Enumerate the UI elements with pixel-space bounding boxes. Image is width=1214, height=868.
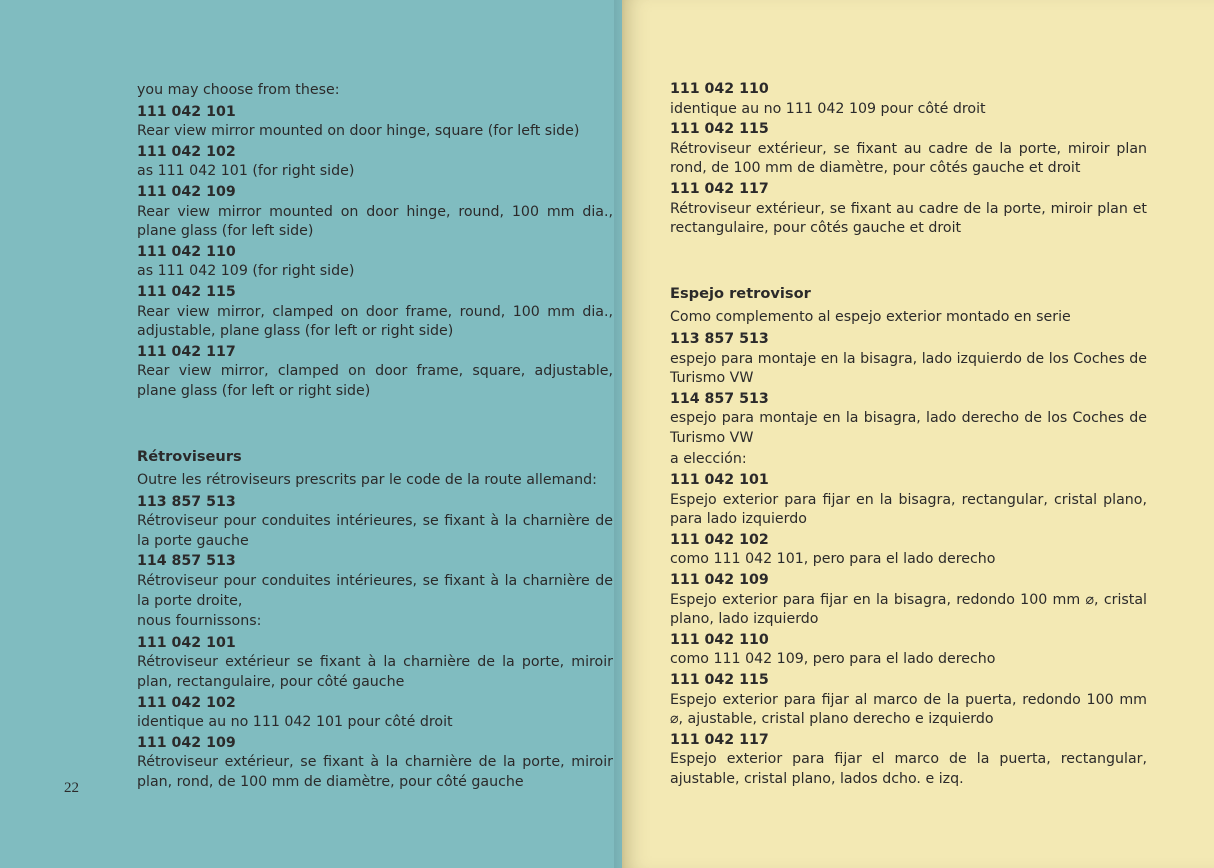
part-number: 111 042 115 xyxy=(670,672,769,689)
parts-entry xyxy=(137,103,613,142)
part-description: Rear view mirror mounted on door hinge, square (for left side) xyxy=(137,123,580,140)
part-number: 111 042 110 xyxy=(137,243,236,260)
part-number: 113 857 513 xyxy=(670,330,769,347)
parts-entry xyxy=(670,390,1147,449)
parts-entry xyxy=(670,671,1147,730)
part-number: 111 042 117 xyxy=(670,180,769,197)
part-number: 111 042 110 xyxy=(670,81,769,97)
part-description: Rétroviseur extérieur, se fixant au cadre de la porte, miroir plan rond, de 100 mm de diamètre, pour côtés gauche et droit xyxy=(670,140,1147,177)
parts-entry xyxy=(670,571,1147,630)
parts-entry xyxy=(670,731,1147,790)
parts-entry xyxy=(137,243,613,282)
parts-entry xyxy=(137,634,613,693)
part-number: 111 042 102 xyxy=(670,531,769,548)
parts-entry xyxy=(670,180,1147,239)
part-number: 114 857 513 xyxy=(670,390,769,407)
left-column xyxy=(137,81,613,794)
parts-entry xyxy=(137,143,613,182)
parts-entry xyxy=(670,531,1147,570)
part-description: identique au no 111 042 109 pour côté droit xyxy=(670,100,986,117)
part-description: Rétroviseur extérieur se fixant à la charnière de la porte, miroir plan, rectangulaire, pour côté gauche xyxy=(137,654,613,691)
part-description: Rétroviseur extérieur, se fixant à la charnière de la porte, miroir plan, rond, de 100 mm de diamètre, pour côté gauche xyxy=(137,754,613,790)
part-description: Rear view mirror, clamped on door frame, round, 100 mm dia., adjustable, plane glass (for left or right side) xyxy=(137,303,613,340)
part-number: 111 042 110 xyxy=(670,631,769,648)
part-description: identique au no 111 042 101 pour côté droit xyxy=(137,714,453,731)
parts-entry xyxy=(137,183,613,242)
parts-entry xyxy=(670,330,1147,389)
part-number: 111 042 117 xyxy=(670,731,769,748)
part-number: 111 042 117 xyxy=(137,343,236,360)
book-gutter xyxy=(614,0,626,868)
part-number: 111 042 109 xyxy=(137,734,236,751)
section-gap xyxy=(670,240,1147,284)
parts-entry xyxy=(137,734,613,793)
page-number: 22 xyxy=(64,780,79,796)
spanish-intro: Como complemento al espejo exterior montado en serie xyxy=(670,309,1071,326)
parts-entry xyxy=(137,694,613,733)
part-description: Rétroviseur pour conduites intérieures, se fixant à la charnière de la porte droite, xyxy=(137,573,613,609)
parts-entry xyxy=(137,493,613,552)
parts-entry xyxy=(137,283,613,342)
part-description: Espejo exterior para fijar el marco de la puerta, rectangular, ajustable, cristal plano, lados dcho. e izq. xyxy=(670,751,1147,787)
part-number: 111 042 115 xyxy=(137,283,236,300)
part-description: como 111 042 109, pero para el lado derecho xyxy=(670,651,996,668)
french-section-heading: Rétroviseurs xyxy=(137,447,242,465)
spanish-section-heading: Espejo retrovisor xyxy=(670,284,811,302)
part-number: 111 042 101 xyxy=(137,103,236,120)
french-intro: Outre les rétroviseurs prescrits par le code de la route allemand: xyxy=(137,472,597,489)
english-intro: you may choose from these: xyxy=(137,82,340,98)
part-description: Espejo exterior para fijar en la bisagra, redondo 100 mm ⌀, cristal plano, lado izquierdo xyxy=(670,591,1147,628)
part-description: espejo para montaje en la bisagra, lado izquierdo de los Coches de Turismo VW xyxy=(670,350,1147,387)
part-number: 111 042 102 xyxy=(137,143,236,160)
parts-entry xyxy=(670,471,1147,530)
parts-entry xyxy=(137,552,613,611)
parts-entry xyxy=(670,631,1147,670)
parts-entry xyxy=(670,120,1147,179)
part-description: como 111 042 101, pero para el lado derecho xyxy=(670,551,996,568)
part-description: as 111 042 109 (for right side) xyxy=(137,263,355,280)
part-number: 111 042 101 xyxy=(670,472,769,489)
parts-entry xyxy=(670,80,1147,119)
spanish-between-text: a elección: xyxy=(670,450,747,467)
part-description: Rétroviseur pour conduites intérieures, se fixant à la charnière de la porte gauche xyxy=(137,513,613,549)
part-description: espejo para montaje en la bisagra, lado derecho de los Coches de Turismo VW xyxy=(670,410,1147,446)
part-number: 113 857 513 xyxy=(137,493,236,510)
part-number: 114 857 513 xyxy=(137,553,236,570)
part-description: Espejo exterior para fijar al marco de la puerta, redondo 100 mm ⌀, ajustable, cristal plano derecho e izquierdo xyxy=(670,691,1147,728)
part-number: 111 042 115 xyxy=(670,121,769,138)
part-description: Rear view mirror, clamped on door frame, square, adjustable, plane glass (for left or right side) xyxy=(137,363,613,399)
part-number: 111 042 101 xyxy=(137,634,236,651)
part-description: Rear view mirror mounted on door hinge, round, 100 mm dia., plane glass (for left side) xyxy=(137,203,613,240)
part-number: 111 042 109 xyxy=(670,572,769,589)
part-description: as 111 042 101 (for right side) xyxy=(137,163,355,180)
part-description: Rétroviseur extérieur, se fixant au cadre de la porte, miroir plan et rectangulaire, pour côtés gauche et droit xyxy=(670,200,1147,237)
parts-entry xyxy=(137,343,613,402)
section-gap xyxy=(137,403,613,447)
part-number: 111 042 102 xyxy=(137,694,236,711)
right-column xyxy=(670,80,1147,791)
part-number: 111 042 109 xyxy=(137,183,236,200)
part-description: Espejo exterior para fijar en la bisagra, rectangular, cristal plano, para lado izquierdo xyxy=(670,491,1147,528)
french-between-text: nous fournissons: xyxy=(137,613,262,630)
